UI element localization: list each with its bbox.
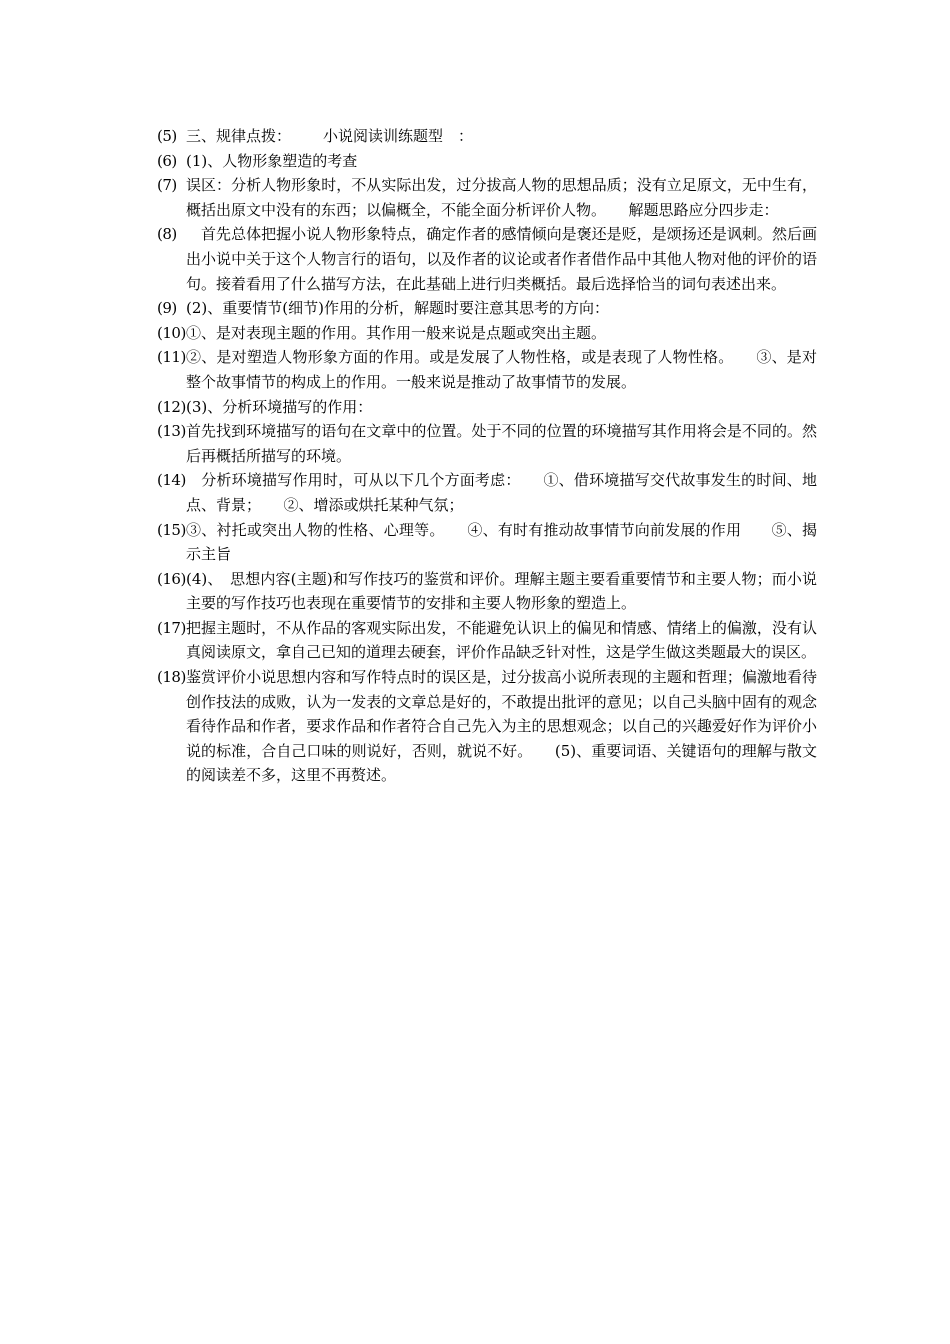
paragraph-text: ②、是对塑造人物形象方面的作用。或是发展了人物性格，或是表现了人物性格。 ③、是对整个故事情节的构成上的作用。一般来说是推动了故事情节的发展。 bbox=[186, 348, 817, 391]
paragraph-text: (1)、人物形象塑造的考查 bbox=[186, 151, 358, 170]
paragraph-number: (8) bbox=[157, 225, 177, 244]
paragraph-number: (15) bbox=[157, 520, 186, 539]
paragraph-text: (4)、 思想内容(主题)和写作技巧的鉴赏和评价。理解主题主要看重要情节和主要人物；而小说主要的写作技巧也表现在重要情节的安排和主要人物形象的塑造上。 bbox=[186, 569, 817, 613]
paragraph-text: 首先找到环境描写的语句在文章中的位置。处于不同的位置的环境描写其作用将会是不同的。然后再概括所描写的环境。 bbox=[186, 422, 817, 465]
paragraph-number: (6) bbox=[157, 151, 177, 170]
paragraph-text: 首先总体把握小说人物形象特点，确定作者的感情倾向是褒还是贬，是颂扬还是讽刺。然后画出小说中关于这个人物言行的语句，以及作者的议论或者作者借作品中其他人物对他的评价的语句。接着看用了什么描写方法，在此基础上进行归类概括。最后选择恰当的词句表述出来。 bbox=[186, 225, 817, 293]
paragraph-number: (12) bbox=[157, 397, 186, 416]
paragraph-text: 鉴赏评价小说思想内容和写作特点时的误区是，过分拔高小说所表现的主题和哲理；偏激地看待创作技法的成败，认为一发表的文章总是好的，不敢提出批评的意见；以自己头脑中固有的观念看待作品和作者，要求作品和作者符合自己先入为主的思想观念；以自己的兴趣爱好作为评价小说的标准，合自己口味的则说好，否则，就说不好。 (5)、重要词语、关键语句的理解与散文的阅读差不多，这里不再赘述。 bbox=[186, 668, 817, 785]
paragraph-number: (13) bbox=[157, 422, 186, 441]
paragraph-text: (2)、重要情节(细节)作用的分析，解题时要注意其思考的方向： bbox=[186, 299, 609, 318]
paragraph-text: 误区：分析人物形象时，不从实际出发，过分拔高人物的思想品质；没有立足原文，无中生有，概括出原文中没有的东西；以偏概全，不能全面分析评价人物。 解题思路应分四步走： bbox=[186, 176, 817, 219]
paragraph-text: ③、衬托或突出人物的性格、心理等。 ④、有时有推动故事情节向前发展的作用 ⑤、揭示主旨 bbox=[186, 520, 817, 564]
paragraph-8 bbox=[157, 222, 817, 296]
paragraph-17 bbox=[157, 616, 817, 665]
paragraph-16 bbox=[157, 567, 817, 616]
paragraph-text: ①、是对表现主题的作用。其作用一般来说是点题或突出主题。 bbox=[186, 323, 607, 342]
paragraph-text: 分析环境描写作用时，可从以下几个方面考虑： ①、借环境描写交代故事发生的时间、地点、背景； ②、增添或烘托某种气氛； bbox=[186, 471, 817, 514]
paragraph-5 bbox=[157, 124, 817, 149]
paragraph-number: (10) bbox=[157, 323, 186, 342]
document-body bbox=[157, 124, 817, 788]
paragraph-10 bbox=[157, 321, 817, 346]
paragraph-15 bbox=[157, 518, 817, 567]
paragraph-number: (5) bbox=[157, 127, 177, 145]
paragraph-9 bbox=[157, 296, 817, 321]
paragraph-12 bbox=[157, 395, 817, 420]
paragraph-number: (16) bbox=[157, 569, 186, 588]
paragraph-11 bbox=[157, 345, 817, 394]
paragraph-18 bbox=[157, 665, 817, 788]
paragraph-number: (18) bbox=[157, 668, 186, 687]
paragraph-number: (9) bbox=[157, 299, 177, 318]
paragraph-14 bbox=[157, 468, 817, 517]
paragraph-7 bbox=[157, 173, 817, 222]
paragraph-text: (3)、分析环境描写的作用： bbox=[186, 397, 373, 416]
paragraph-number: (14) bbox=[157, 471, 186, 490]
paragraph-6 bbox=[157, 149, 817, 174]
paragraph-number: (17) bbox=[157, 618, 186, 637]
paragraph-13 bbox=[157, 419, 817, 468]
paragraph-number: (7) bbox=[157, 176, 177, 195]
paragraph-text: 三、规律点拨： 小说阅读训练题型 ： bbox=[186, 127, 474, 145]
paragraph-number: (11) bbox=[157, 348, 186, 367]
paragraph-text: 把握主题时，不从作品的客观实际出发，不能避免认识上的偏见和情感、情绪上的偏激，没有认真阅读原文，拿自己已知的道理去硬套，评价作品缺乏针对性，这是学生做这类题最大的误区。 bbox=[186, 618, 817, 662]
